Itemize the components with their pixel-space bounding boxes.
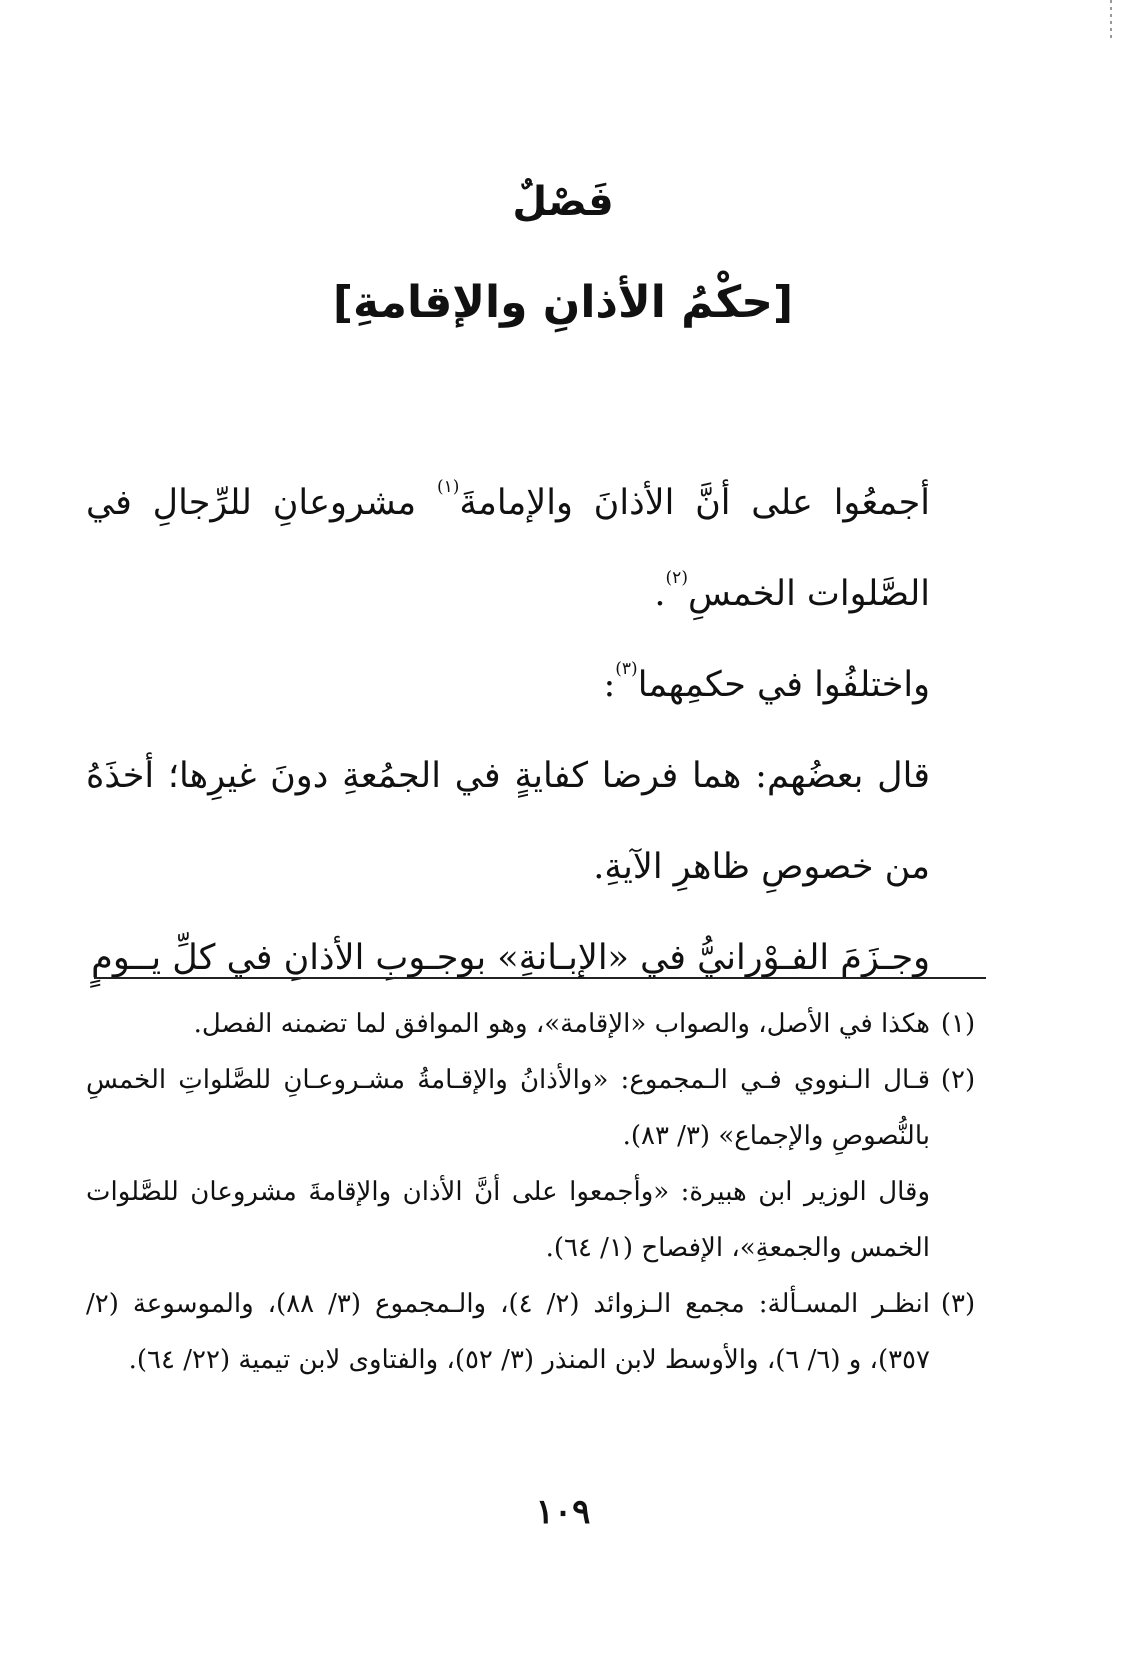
footnote-text: هكذا في الأصل، والصواب «الإقامة»، وهو الموافق لما تضمنه الفصل.: [193, 1009, 930, 1039]
chapter-title: [حكْمُ الأذانِ والإقامةِ]: [332, 277, 794, 328]
footnote-number: (١): [940, 1009, 976, 1039]
footnote-item: [86, 1276, 986, 1388]
paragraph-1-text: أجمعُوا على أنَّ الأذانَ والإمامةَ: [459, 483, 930, 523]
footnote-ref-2: (٢): [665, 568, 688, 588]
section-heading: فَصْلٌ: [512, 179, 614, 225]
footnote-ref-1: (١): [436, 477, 460, 497]
footnote-text: وقال الوزير ابن هبيرة: «وأجمعوا على أنَّ الأذان والإقامةَ مشروعان للصَّلوات الخمس والجمعةِ»، الإفصاح (١/ ٦٤).: [86, 1177, 930, 1263]
paragraph-1-rest: مشروعانِ للرِّجالِ في الصَّلوات الخمسِ: [86, 483, 930, 614]
footnote-separator: [94, 977, 986, 979]
page-number: ١٠٩: [535, 1492, 591, 1532]
footnote-body: [86, 1276, 930, 1388]
scan-edge-mark: [1110, 0, 1112, 40]
footnote-ref-3: (٣): [615, 659, 638, 679]
footnote-number: (٢): [940, 1065, 976, 1095]
footnote-number: (٣): [940, 1289, 976, 1319]
footnote-text: قـال الـنووي فـي الـمجموع: «والأذانُ والإقـامةُ مشـروعـانِ للصَّلواتِ الخمسِ بالنُّصوصِ والإجماع» (٣/ ٨٣).: [86, 1065, 930, 1151]
footnotes: [86, 996, 986, 1388]
paragraph-2-text: واختلفُوا في حكمِهما: [637, 665, 930, 705]
paragraph-2-end: :: [603, 665, 616, 705]
footnote-item: [86, 1052, 986, 1276]
paragraph-4: وجـزَمَ الفـوْرانيُّ في «الإبـانةِ» بوجـوبِ الأذانِ في كلِّ يــومٍ: [91, 938, 930, 978]
footnote-body: [86, 996, 930, 1052]
paragraph-3: قال بعضُهم: هما فرضا كفايةٍ في الجمُعةِ دونَ غيرِها؛ أخذَهُ من خصوصِ ظاهرِ الآيةِ.: [86, 756, 930, 887]
main-text: [86, 458, 986, 1004]
paragraph-1-end: .: [654, 574, 666, 614]
footnote-body: [86, 1052, 930, 1276]
footnote-text: انظـر المسـألة: مجمع الـزوائد (٢/ ٤)، والـمجموع (٣/ ٨٨)، والموسوعة (٢/ ٣٥٧)، و (٦/ ٦)، والأوسط لابن المنذر (٣/ ٥٢)، والفتاوى لابن تيمية (٢٢/ ٦٤).: [86, 1289, 931, 1375]
paragraph-1: [86, 458, 986, 640]
footnote-item: [86, 996, 986, 1052]
paragraph-2: [86, 640, 986, 731]
